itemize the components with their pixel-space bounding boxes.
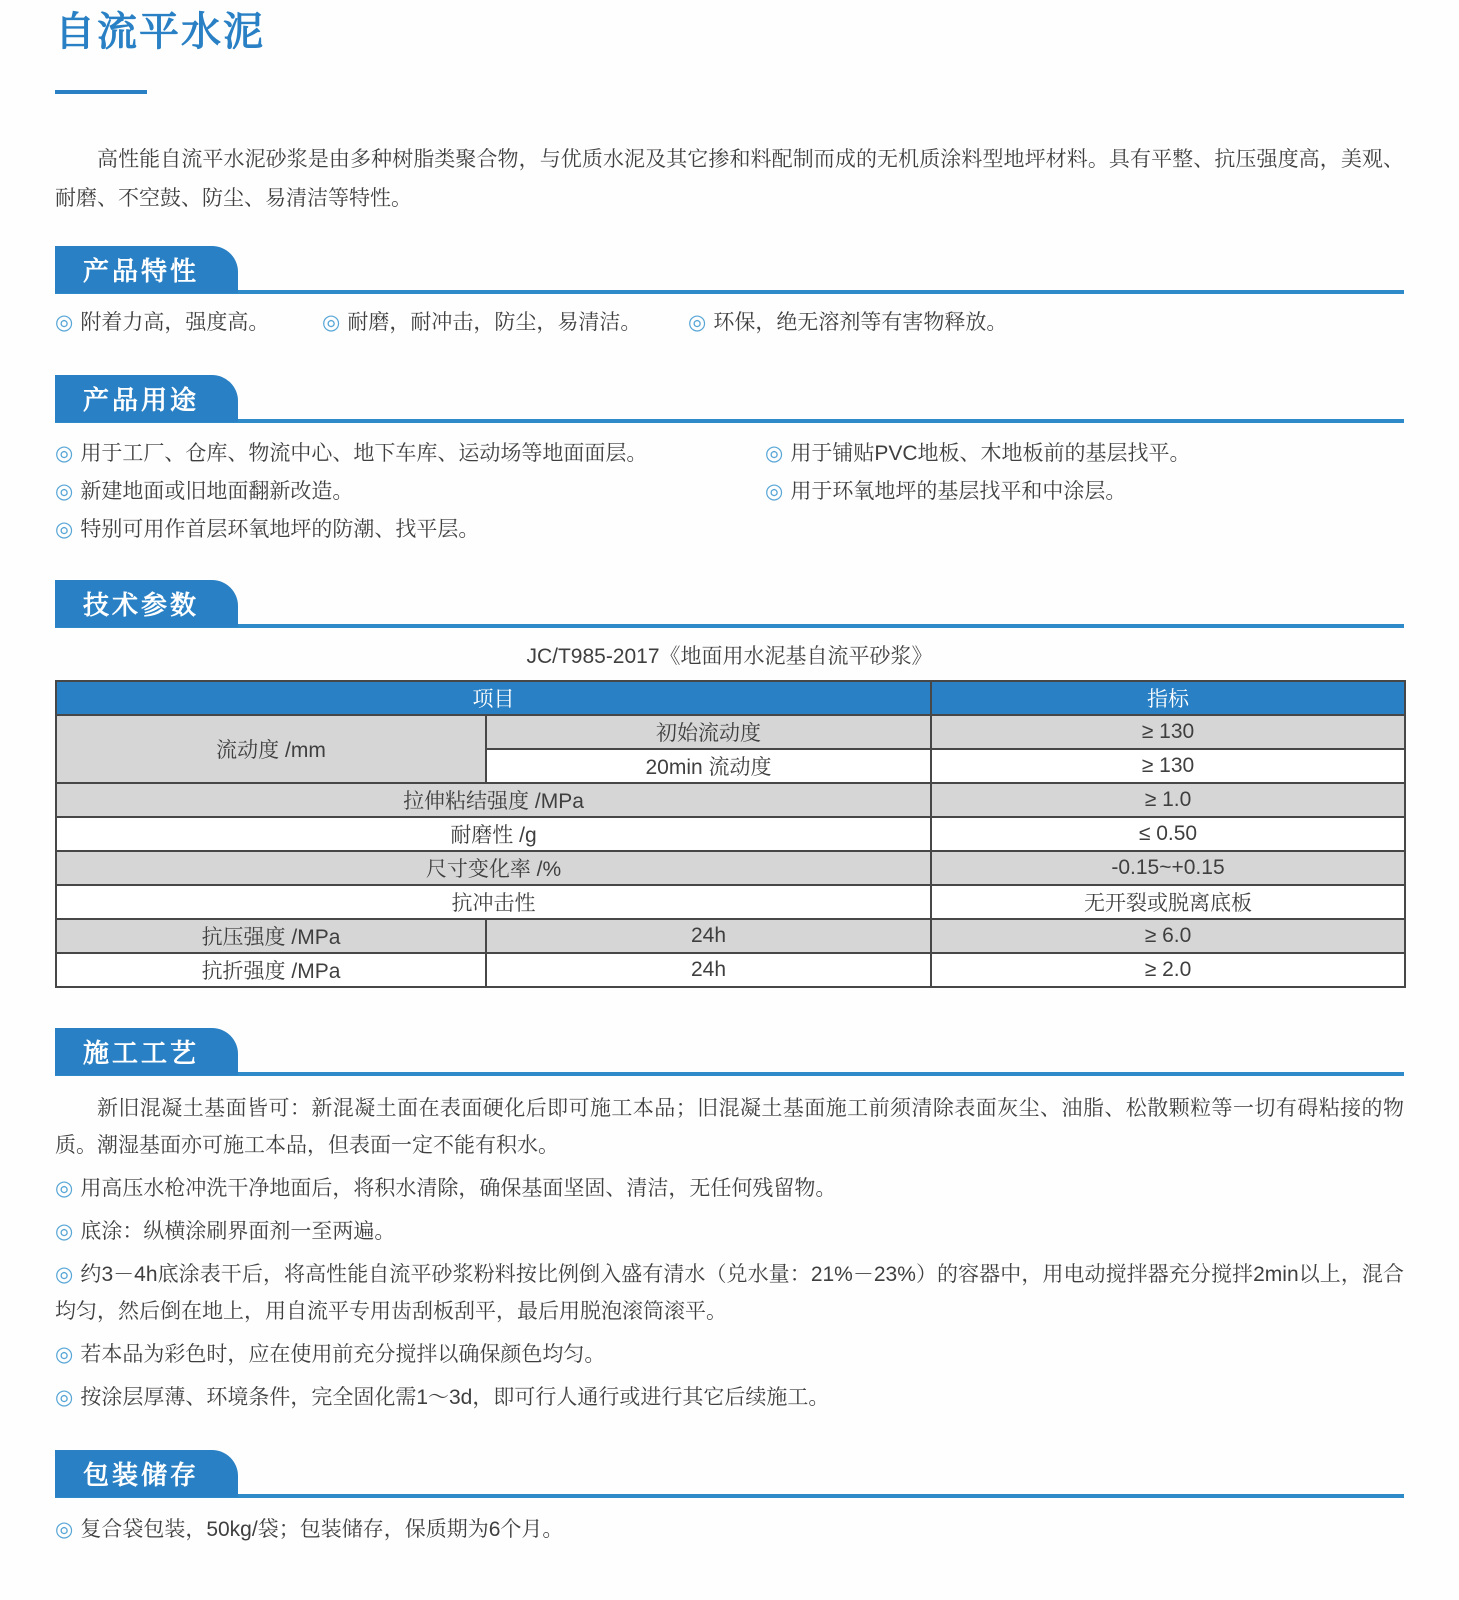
list-item (55, 1256, 1404, 1330)
bullet-icon: ◎ (55, 480, 74, 503)
list-item-text: 用高压水枪冲洗干净地面后，将积水清除，确保基面坚固、清洁，无任何残留物。 (80, 1177, 837, 1200)
bullet-icon: ◎ (55, 1177, 74, 1200)
list-item (688, 309, 1007, 337)
list-item-text: 新建地面或旧地面翻新改造。 (80, 480, 354, 503)
list-item (55, 1379, 1404, 1416)
list-item (55, 1336, 1404, 1373)
bullet-icon: ◎ (55, 1343, 74, 1366)
table-cell: 抗压强度 /MPa (56, 919, 486, 953)
table-cell: 初始流动度 (486, 715, 931, 749)
section-tab-uses: 产品用途 (55, 375, 238, 422)
table-cell: ≥ 130 (931, 749, 1405, 783)
bullet-icon: ◎ (55, 311, 74, 334)
table-cell: 无开裂或脱离底板 (931, 885, 1405, 919)
table-cell: 流动度 /mm (56, 715, 486, 783)
list-item-text: 若本品为彩色时，应在使用前充分搅拌以确保颜色均匀。 (80, 1343, 606, 1366)
process-list (55, 1170, 1404, 1416)
title-underline (55, 90, 147, 94)
table-cell: ≥ 130 (931, 715, 1405, 749)
table-cell: 耐磨性 /g (56, 817, 931, 851)
table-header-cell-item: 项目 (56, 681, 931, 715)
section-tab-features: 产品特性 (55, 246, 238, 293)
table-row (56, 953, 1405, 987)
list-item-text: 耐磨，耐冲击，防尘，易清洁。 (347, 311, 642, 334)
table-caption: JC/T985-2017《地面用水泥基自流平砂浆》 (526, 645, 933, 668)
table-cell: ≥ 2.0 (931, 953, 1405, 987)
table-row (56, 715, 1405, 749)
section-rule (55, 419, 1404, 423)
section-rule (55, 290, 1404, 294)
bullet-icon: ◎ (55, 1518, 74, 1541)
table-header-cell-index: 指标 (931, 681, 1405, 715)
intro-paragraph: 高性能自流平水泥砂浆是由多种树脂类聚合物，与优质水泥及其它掺和料配制而成的无机质涂料型地坪材料。具有平整、抗压强度高，美观、耐磨、不空鼓、防尘、易清洁等特性。 (55, 148, 1404, 210)
list-item-text: 附着力高，强度高。 (80, 311, 270, 334)
section-tab-tech: 技术参数 (55, 580, 238, 627)
bullet-icon: ◎ (55, 1263, 74, 1286)
uses-list (55, 430, 1404, 544)
table-row (56, 783, 1405, 817)
list-item-text: 环保，绝无溶剂等有害物释放。 (713, 311, 1008, 334)
list-item (55, 440, 765, 468)
bullet-icon: ◎ (688, 311, 707, 334)
table-cell: ≥ 6.0 (931, 919, 1405, 953)
table-cell: 抗折强度 /MPa (56, 953, 486, 987)
section-header-uses (55, 375, 1404, 423)
packaging-list (55, 1516, 1404, 1544)
tech-params-table (55, 680, 1406, 988)
list-item (765, 478, 1404, 506)
bullet-icon: ◎ (55, 1386, 74, 1409)
section-rule (55, 1494, 1404, 1498)
list-item (55, 478, 765, 506)
table-cell: ≤ 0.50 (931, 817, 1405, 851)
list-item-text: 复合袋包装，50kg/袋；包装储存，保质期为6个月。 (80, 1518, 564, 1541)
page-title: 自流平水泥 (55, 10, 265, 54)
list-item-text: 用于工厂、仓库、物流中心、地下车库、运动场等地面面层。 (80, 442, 648, 465)
bullet-icon: ◎ (55, 1220, 74, 1243)
table-row (56, 919, 1405, 953)
table-row (56, 885, 1405, 919)
list-item (765, 440, 1404, 468)
features-list (55, 309, 1404, 337)
list-item-text: 用于铺贴PVC地板、木地板前的基层找平。 (790, 442, 1191, 465)
section-header-tech (55, 580, 1404, 628)
list-item-text: 底涂：纵横涂刷界面剂一至两遍。 (80, 1220, 396, 1243)
section-tab-packaging: 包装储存 (55, 1450, 238, 1497)
table-header-row (56, 681, 1405, 715)
uses-list-left (55, 430, 765, 544)
table-cell: 抗冲击性 (56, 885, 931, 919)
list-item (55, 309, 322, 337)
section-header-packaging (55, 1450, 1404, 1498)
list-item (55, 516, 765, 544)
list-item (55, 1516, 1404, 1544)
table-row (56, 817, 1405, 851)
table-cell: 24h (486, 919, 931, 953)
section-header-process (55, 1028, 1404, 1076)
bullet-icon: ◎ (55, 442, 74, 465)
list-item (55, 1170, 1404, 1207)
table-cell: ≥ 1.0 (931, 783, 1405, 817)
bullet-icon: ◎ (55, 518, 74, 541)
bullet-icon: ◎ (765, 442, 784, 465)
section-tab-process: 施工工艺 (55, 1028, 238, 1075)
table-cell: -0.15~+0.15 (931, 851, 1405, 885)
bullet-icon: ◎ (765, 480, 784, 503)
table-cell: 20min 流动度 (486, 749, 931, 783)
list-item-text: 用于环氧地坪的基层找平和中涂层。 (790, 480, 1127, 503)
table-cell: 拉伸粘结强度 /MPa (56, 783, 931, 817)
section-rule (55, 624, 1404, 628)
section-header-features (55, 246, 1404, 294)
list-item (322, 309, 688, 337)
list-item-text: 按涂层厚薄、环境条件，完全固化需1～3d，即可行人通行或进行其它后续施工。 (80, 1386, 830, 1409)
bullet-icon: ◎ (322, 311, 341, 334)
process-paragraph: 新旧混凝土基面皆可：新混凝土面在表面硬化后即可施工本品；旧混凝土基面施工前须清除表面灰尘、油脂、松散颗粒等一切有碍粘接的物质。潮湿基面亦可施工本品，但表面一定不能有积水。 (55, 1097, 1404, 1157)
list-item (55, 1213, 1404, 1250)
list-item-text: 约3－4h底涂表干后，将高性能自流平砂浆粉料按比例倒入盛有清水（兑水量：21%－23%）的容器中，用电动搅拌器充分搅拌2min以上，混合均匀，然后倒在地上，用自流平专用齿刮板刮平，最后用脱泡滚筒滚平。 (55, 1263, 1404, 1323)
list-item-text: 特别可用作首层环氧地坪的防潮、找平层。 (80, 518, 480, 541)
section-rule (55, 1072, 1404, 1076)
table-cell: 尺寸变化率 /% (56, 851, 931, 885)
table-cell: 24h (486, 953, 931, 987)
uses-list-right (765, 430, 1404, 544)
table-row (56, 851, 1405, 885)
